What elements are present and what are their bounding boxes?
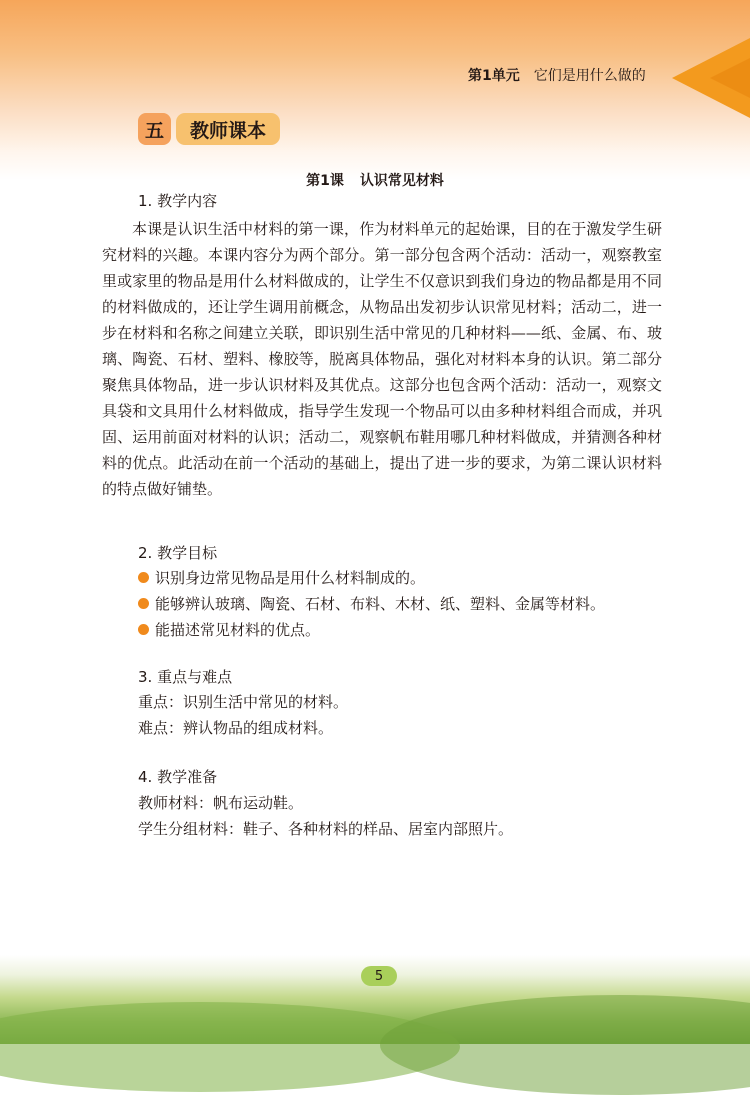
running-header [468, 65, 646, 85]
bullet-dot-icon [138, 598, 149, 609]
unit-number: 第1单元 [468, 68, 520, 84]
header-background [0, 0, 750, 180]
content-paragraph [102, 216, 662, 502]
content-paragraph-text: 本课是认识生活中材料的第一课，作为材料单元的起始课，目的在于激发学生研究材料的兴趣。本课内容分为两个部分。第一部分包含两个活动：活动一，观察教室里或家里的物品是用什么材料做成的，让学生不仅意识到我们身边的物品都是用不同的材料做成的，还让学生调用前概念，从物品出发初步认识常见材料；活动二，进一步在材料和名称之间建立关联，即识别生活中常见的几种材料——纸、金属、布、玻璃、陶瓷、石材、塑料、橡胶等，脱离具体物品，强化对材料本身的认识。第二部分聚焦具体物品，进一步认识材料及其优点。这部分也包含两个活动：活动一，观察文具袋和文具用什么材料做成，指导学生发现一个物品可以由多种材料组合而成，并巩固、运用前面对材料的认识；活动二，观察帆布鞋用哪几种材料做成，并猜测各种材料的优点。此活动在前一个活动的基础上，提出了进一步的要求，为第二课认识材料的特点做好铺垫。 [102, 220, 662, 498]
section-badge [138, 113, 280, 145]
section-number: 五 [138, 113, 171, 145]
bullet-dot-icon [138, 572, 149, 583]
student-materials: 学生分组材料：鞋子、各种材料的样品、居室内部照片。 [138, 820, 514, 838]
goal-item [138, 567, 425, 588]
prep-heading: 4. 教学准备 [138, 768, 218, 786]
lesson-number: 第1课 [306, 173, 344, 189]
corner-triangle-shade [710, 58, 750, 98]
section-title: 教师课本 [176, 113, 280, 145]
difficult-point: 难点：辨认物品的组成材料。 [138, 719, 334, 737]
keypoints-heading: 3. 重点与难点 [138, 668, 233, 686]
lesson-title [0, 170, 750, 190]
bullet-dot-icon [138, 624, 149, 635]
goal-text: 识别身边常见物品是用什么材料制成的。 [155, 569, 426, 587]
lesson-name: 认识常见材料 [359, 173, 444, 189]
key-point: 重点：识别生活中常见的材料。 [138, 693, 349, 711]
page-number: 5 [361, 966, 397, 986]
content-heading: 1. 教学内容 [138, 192, 218, 210]
goal-item [138, 593, 605, 614]
unit-title: 它们是用什么做的 [533, 68, 646, 84]
goal-text: 能够辨认玻璃、陶瓷、石材、布料、木材、纸、塑料、金属等材料。 [155, 595, 606, 613]
goal-item [138, 619, 320, 640]
teacher-materials: 教师材料：帆布运动鞋。 [138, 794, 304, 812]
goals-heading: 2. 教学目标 [138, 544, 218, 562]
goal-text: 能描述常见材料的优点。 [155, 621, 321, 639]
